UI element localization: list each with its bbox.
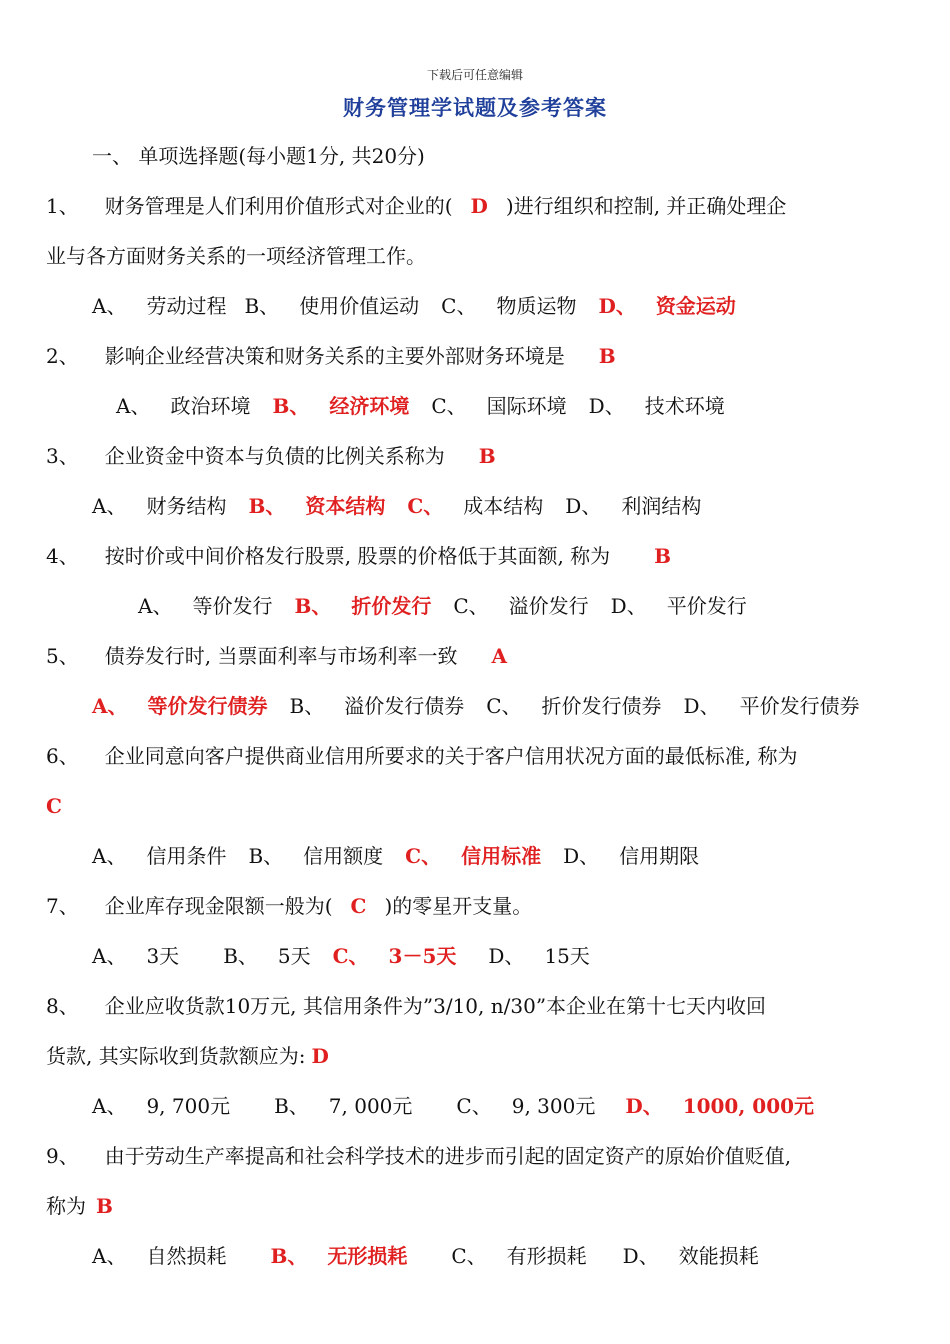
header-note: 下载后可任意编辑	[426, 68, 523, 82]
question-3-options	[92, 492, 701, 520]
option-letter-correct: C、	[405, 844, 442, 868]
option-text: 使用价值运动	[299, 294, 420, 318]
question-number: 6、	[46, 744, 79, 768]
option-text: 信用条件	[146, 844, 227, 868]
option-text: 3天	[146, 944, 180, 968]
option-text-correct: 资金运动	[655, 294, 736, 318]
option-text: 折价发行债券	[541, 694, 662, 718]
option-letter-correct: B、	[272, 394, 310, 418]
option-text: 劳动过程	[146, 294, 227, 318]
option-text: 政治环境	[170, 394, 251, 418]
answer: B	[96, 1194, 113, 1218]
option-text-correct: 无形损耗	[327, 1244, 408, 1268]
question-number: 5、	[46, 644, 79, 668]
option-text: 财务结构	[146, 494, 227, 518]
option-letter: D、	[683, 694, 720, 718]
question-text: 货款, 其实际收到货款额应为:	[46, 1044, 306, 1068]
option-text: 平价发行债券	[739, 694, 860, 718]
question-4	[46, 542, 671, 570]
question-number: 7、	[46, 894, 79, 918]
option-text: 技术环境	[644, 394, 725, 418]
option-letter-correct: D、	[625, 1094, 663, 1118]
question-2	[46, 342, 616, 370]
option-text: 信用期限	[619, 844, 700, 868]
option-letter: B、	[274, 1094, 309, 1118]
option-letter: B、	[289, 694, 325, 718]
question-1-cont: 业与各方面财务关系的一项经济管理工作。	[46, 244, 426, 268]
option-letter: D、	[588, 394, 625, 418]
option-text: 利润结构	[621, 494, 702, 518]
question-5	[46, 642, 507, 670]
question-text: 影响企业经营决策和财务关系的主要外部财务环境是	[104, 344, 565, 368]
option-text: 15天	[544, 944, 590, 968]
option-letter: A、	[92, 494, 127, 518]
option-text-correct: 信用标准	[461, 844, 542, 868]
option-text: 自然损耗	[146, 1244, 227, 1268]
question-7-options	[92, 942, 590, 970]
option-text-correct: 资本结构	[305, 494, 386, 518]
question-6	[46, 742, 797, 770]
answer: A	[491, 644, 507, 668]
page-title: 财务管理学试题及参考答案	[343, 95, 607, 120]
question-number: 3、	[46, 444, 79, 468]
question-8-options	[92, 1092, 814, 1120]
option-letter-correct: B、	[294, 594, 332, 618]
option-text: 成本结构	[463, 494, 544, 518]
option-letter-correct: B、	[270, 1244, 308, 1268]
option-letter: B、	[244, 294, 280, 318]
question-text: 债券发行时, 当票面利率与市场利率一致	[104, 644, 458, 668]
option-text: 9, 300元	[511, 1094, 596, 1118]
option-text: 有形损耗	[506, 1244, 587, 1268]
option-letter: C、	[451, 1244, 487, 1268]
question-9	[46, 1142, 791, 1170]
question-text: 企业库存现金限额一般为(	[104, 894, 333, 918]
question-6-answer: C	[46, 794, 62, 818]
option-letter: A、	[92, 1094, 127, 1118]
question-1-options	[92, 292, 736, 320]
question-9-options	[92, 1242, 759, 1270]
option-text-correct: 3－5天	[388, 944, 457, 968]
option-text-correct: 等价发行债券	[147, 694, 268, 718]
option-letter: A、	[92, 294, 127, 318]
option-letter-correct: C、	[332, 944, 369, 968]
option-text: 9, 700元	[146, 1094, 231, 1118]
question-5-options	[92, 692, 860, 720]
option-text: 等价发行	[192, 594, 273, 618]
option-letter: A、	[92, 844, 127, 868]
option-letter: C、	[441, 294, 477, 318]
question-number: 1、	[46, 194, 79, 218]
answer: C	[350, 894, 367, 918]
option-text: 溢价发行债券	[344, 694, 465, 718]
option-letter: D、	[488, 944, 525, 968]
question-text: 称为	[46, 1194, 86, 1218]
option-letter-correct: B、	[248, 494, 286, 518]
option-letter: C、	[431, 394, 467, 418]
option-letter: C、	[486, 694, 522, 718]
option-text: 溢价发行	[508, 594, 589, 618]
option-letter: A、	[92, 1244, 127, 1268]
question-text: 企业应收货款10万元, 其信用条件为”3/10, n/30”本企业在第十七天内收回	[104, 994, 767, 1018]
option-letter-correct: A、	[92, 694, 128, 718]
option-letter: A、	[138, 594, 173, 618]
question-text: )的零星开支量。	[384, 894, 533, 918]
option-text-correct: 折价发行	[351, 594, 432, 618]
option-text: 物质运物	[496, 294, 577, 318]
section-heading: 一、 单项选择题(每小题1分, 共20分)	[92, 144, 425, 168]
option-letter: B、	[248, 844, 284, 868]
question-4-options	[138, 592, 747, 620]
option-text-correct: 经济环境	[329, 394, 410, 418]
option-text: 信用额度	[303, 844, 384, 868]
question-text: 企业同意向客户提供商业信用所要求的关于客户信用状况方面的最低标准, 称为	[104, 744, 798, 768]
option-letter-correct: D、	[598, 294, 636, 318]
option-text: 7, 000元	[328, 1094, 413, 1118]
option-letter: D、	[622, 1244, 659, 1268]
answer: B	[478, 444, 496, 468]
question-6-options	[92, 842, 699, 870]
option-letter: C、	[407, 494, 444, 518]
question-number: 4、	[46, 544, 79, 568]
option-letter: D、	[563, 844, 600, 868]
question-8-cont	[46, 1042, 329, 1070]
question-9-cont	[46, 1192, 113, 1220]
option-letter: D、	[565, 494, 602, 518]
option-letter: C、	[456, 1094, 492, 1118]
answer: D	[311, 1044, 329, 1068]
question-3	[46, 442, 496, 470]
option-letter: A、	[116, 394, 151, 418]
question-text: 财务管理是人们利用价值形式对企业的(	[104, 194, 453, 218]
answer: D	[470, 194, 488, 218]
question-number: 9、	[46, 1144, 79, 1168]
question-number: 2、	[46, 344, 79, 368]
question-7	[46, 892, 532, 920]
question-text: 由于劳动生产率提高和社会科学技术的进步而引起的固定资产的原始价值贬值,	[104, 1144, 792, 1168]
option-text-correct: 1000, 000元	[682, 1094, 815, 1118]
option-letter: D、	[610, 594, 647, 618]
question-text: 按时价或中间价格发行股票, 股票的价格低于其面额, 称为	[104, 544, 611, 568]
option-letter: A、	[92, 944, 127, 968]
question-2-options	[116, 392, 725, 420]
option-text: 平价发行	[666, 594, 747, 618]
option-letter: B、	[223, 944, 258, 968]
option-text: 5天	[277, 944, 311, 968]
answer: B	[598, 344, 616, 368]
option-text: 国际环境	[486, 394, 567, 418]
option-text: 效能损耗	[678, 1244, 759, 1268]
option-letter: C、	[453, 594, 489, 618]
question-text: )进行组织和控制, 并正确处理企	[505, 194, 787, 218]
question-number: 8、	[46, 994, 79, 1018]
answer: B	[654, 544, 672, 568]
question-8	[46, 992, 766, 1020]
question-1	[46, 192, 786, 220]
question-text: 企业资金中资本与负债的比例关系称为	[104, 444, 445, 468]
